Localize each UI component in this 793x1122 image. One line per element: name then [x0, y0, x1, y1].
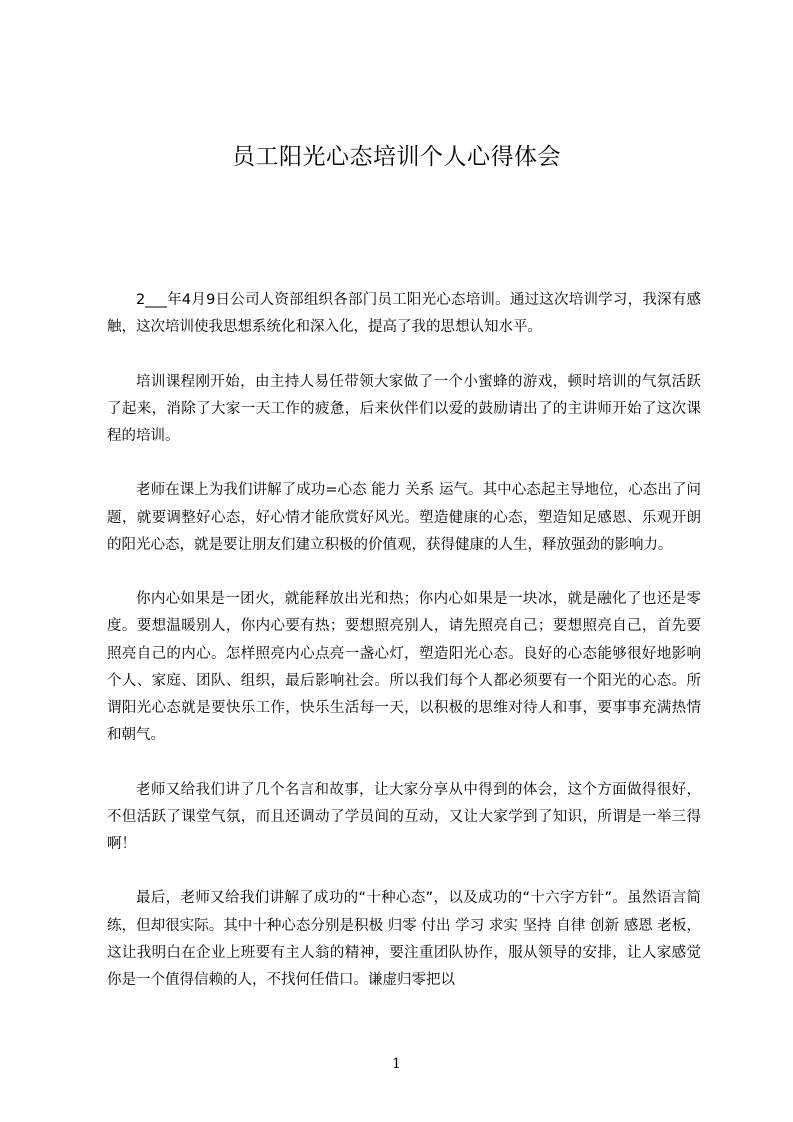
paragraph-2: 培训课程刚开始，由主持人易任带领大家做了一个小蜜蜂的游戏，顿时培训的气氛活跃了起来，消除了大家一天工作的疲惫，后来伙伴们以爱的鼓励请出了的主讲师开始了这次课程的培训。: [107, 373, 701, 444]
document-body: [107, 287, 701, 1021]
paragraph-4: 你内心如果是一团火，就能释放出光和热；你内心如果是一块冰，就是融化了也还是零度。要想温暖别人，你内心要有热；要想照亮别人，请先照亮自己；要想照亮自己，首先要照亮自己的内心。怎样照亮内心点亮一盏心灯，塑造阳光心态。良好的心态能够很好地影响个人、家庭、团队、组织，最后影响社会。所以我们每个人都必须要有一个阳光的心态。所谓阳光心态就是要快乐工作，快乐生活每一天，以积极的思维对待人和事，要事事充满热情和朝气。: [107, 591, 701, 744]
page-number: 1: [392, 1056, 401, 1072]
paragraph-1: 2___年4月9日公司人资部组织各部门员工阳光心态培训。通过这次培训学习，我深有感触，这次培训使我思想系统化和深入化，提高了我的思想认知水平。: [107, 292, 701, 336]
document-title: 员工阳光心态培训个人心得体会: [232, 144, 561, 170]
paragraph-6: 最后，老师又给我们讲解了成功的“十种心态”，以及成功的“十六字方针”。虽然语言简练，但却很实际。其中十种心态分别是积极 归零 付出 学习 求实 坚持 自律 创新 感恩 老板，这让我明白在企业上班要有主人翁的精神，要注重团队协作，服从领导的安排，让人家感觉你是一个值得信赖的人，不找何任借口。谦虚归零把以: [107, 890, 701, 988]
paragraph-3: 老师在课上为我们讲解了成功=心态 能力 关系 运气。其中心态起主导地位，心态出了问题，就要调整好心态，好心情才能欣赏好风光。塑造健康的心态，塑造知足感恩、乐观开朗的阳光心态，就是要让朋友们建立积极的价值观，获得健康的人生，释放强劲的影响力。: [107, 482, 701, 553]
paragraph-5: 老师又给我们讲了几个名言和故事，让大家分享从中得到的体会，这个方面做得很好，不但活跃了课堂气氛，而且还调动了学员间的互动，又让大家学到了知识，所谓是一举三得啊！: [107, 781, 701, 852]
